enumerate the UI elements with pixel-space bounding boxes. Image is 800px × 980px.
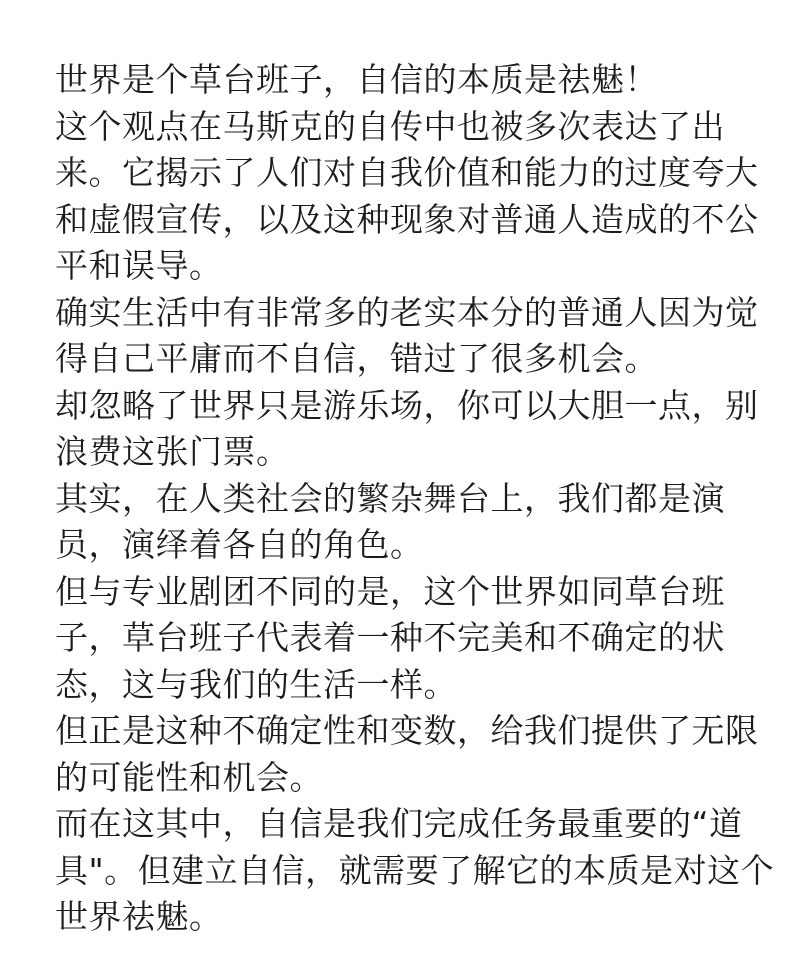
text-line: 但与专业剧团不同的是，这个世界如同草台班 [55, 571, 725, 611]
text-line: 态，这与我们的生活一样。 [55, 664, 457, 704]
text-line: 却忽略了世界只是游乐场，你可以大胆一点，别 [55, 385, 759, 425]
document-text [55, 57, 775, 941]
text-line: 员，演绎着各自的角色。 [55, 525, 424, 564]
text-line-title: 世界是个草台班子，自信的本质是祛魅！ [55, 60, 658, 99]
text-line: 而在这其中，自信是我们完成任务最重要的“道 [55, 804, 743, 843]
text-line: 但正是这种不确定性和变数，给我们提供了无限 [55, 711, 759, 750]
text-line: 其实，在人类社会的繁杂舞台上，我们都是演 [55, 478, 725, 518]
text-line: 世界祛魅。 [55, 897, 223, 936]
text-line: 得自己平庸而不自信，错过了很多机会。 [55, 339, 658, 378]
text-line: 子，草台班子代表着一种不完美和不确定的状 [55, 618, 725, 657]
text-line: 具"。但建立自信，就需要了解它的本质是对这个 [55, 850, 775, 890]
text-line: 的可能性和机会。 [55, 757, 323, 797]
text-line: 平和误导。 [55, 246, 223, 285]
text-line: 来。它揭示了人们对自我价值和能力的过度夸大 [55, 153, 759, 192]
text-line: 这个观点在马斯克的自传中也被多次表达了出 [55, 106, 725, 146]
text-line: 和虚假宣传，以及这种现象对普通人造成的不公 [55, 199, 759, 239]
text-line: 浪费这张门票。 [55, 432, 290, 471]
text-line: 确实生活中有非常多的老实本分的普通人因为觉 [55, 292, 759, 332]
